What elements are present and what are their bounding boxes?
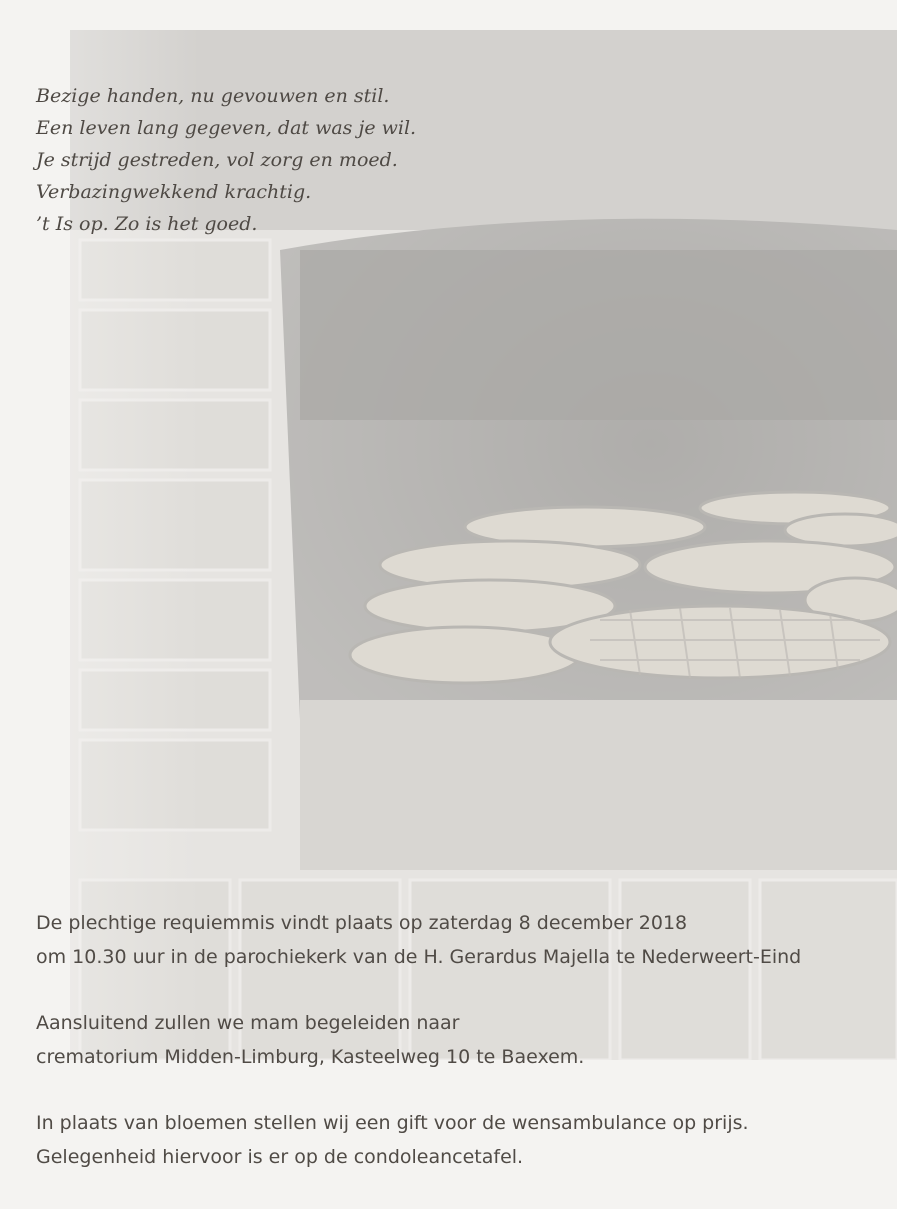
- gift-paragraph: [36, 1106, 876, 1174]
- poem-line: Bezige handen, nu gevouwen en stil.: [36, 85, 390, 107]
- service-paragraph: [36, 906, 876, 974]
- poem-line: Een leven lang gegeven, dat was je wil.: [36, 117, 417, 139]
- poem-line: Je strijd gestreden, vol zorg en moed.: [36, 149, 398, 171]
- crematorium-line: crematorium Midden-Limburg, Kasteelweg 10 te Baexem.: [36, 1046, 585, 1068]
- crematorium-paragraph: [36, 1006, 876, 1074]
- crematorium-line: Aansluitend zullen we mam begeleiden naar: [36, 1012, 460, 1034]
- poem-line: Verbazingwekkend krachtig.: [36, 181, 312, 203]
- service-line: om 10.30 uur in de parochiekerk van de H. Gerardus Majella te Nederweert-Eind: [36, 946, 802, 968]
- ceremony-info: [36, 906, 876, 1206]
- gift-line: Gelegenheid hiervoor is er op de condoleancetafel.: [36, 1146, 524, 1168]
- service-line: De plechtige requiemmis vindt plaats op zaterdag 8 december 2018: [36, 912, 688, 934]
- poem-line: ’t Is op. Zo is het goed.: [36, 213, 258, 235]
- poem: [36, 80, 416, 240]
- gift-line: In plaats van bloemen stellen wij een gift voor de wensambulance op prijs.: [36, 1112, 749, 1134]
